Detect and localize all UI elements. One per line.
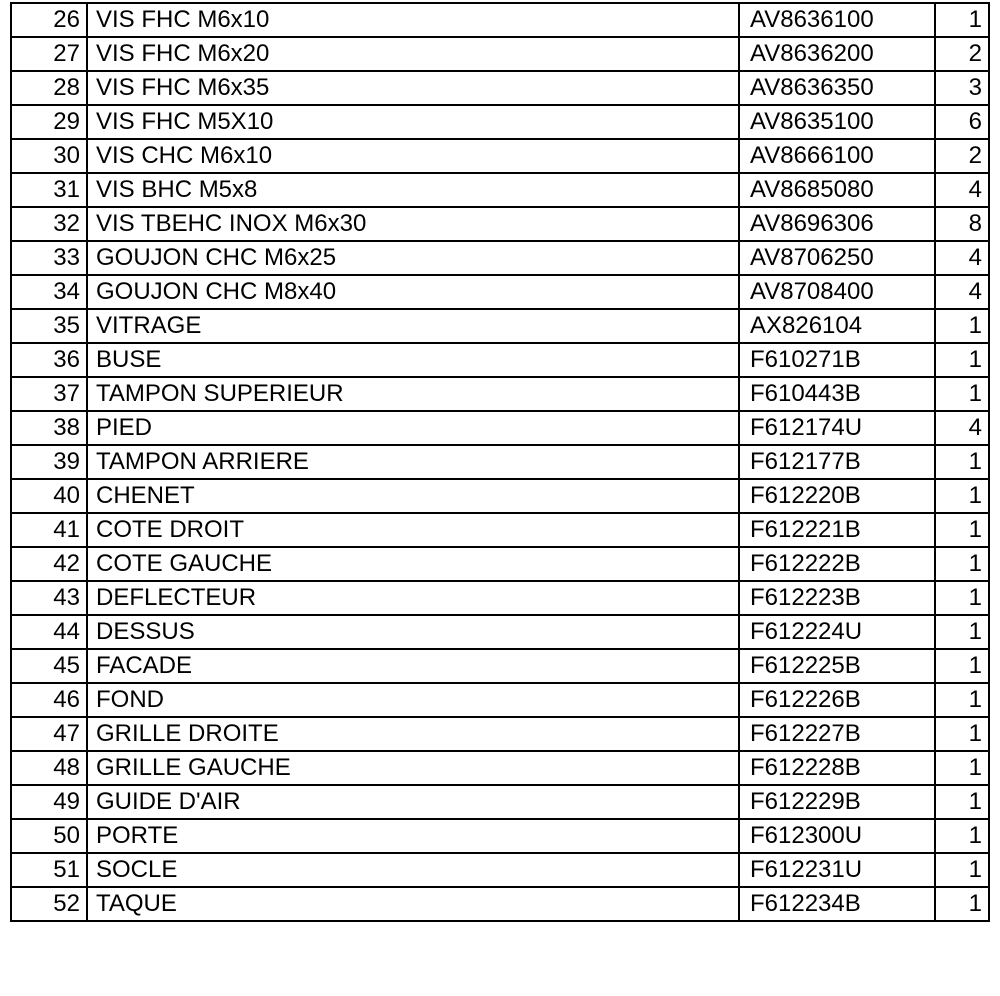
table-row [11, 241, 989, 275]
item-number: 32 [11, 207, 87, 241]
item-quantity: 1 [935, 717, 989, 751]
table-row [11, 683, 989, 717]
table-row [11, 343, 989, 377]
item-description: VIS FHC M6x35 [87, 71, 739, 105]
item-reference: AV8635100 [739, 105, 935, 139]
item-number: 48 [11, 751, 87, 785]
item-number: 40 [11, 479, 87, 513]
table-row [11, 853, 989, 887]
item-quantity: 1 [935, 683, 989, 717]
item-quantity: 4 [935, 173, 989, 207]
item-reference: F612231U [739, 853, 935, 887]
item-description: VIS CHC M6x10 [87, 139, 739, 173]
item-number: 38 [11, 411, 87, 445]
item-quantity: 1 [935, 853, 989, 887]
item-description: BUSE [87, 343, 739, 377]
item-description: VITRAGE [87, 309, 739, 343]
item-quantity: 1 [935, 513, 989, 547]
table-row [11, 649, 989, 683]
item-reference: F612177B [739, 445, 935, 479]
item-number: 45 [11, 649, 87, 683]
item-reference: F612234B [739, 887, 935, 921]
item-quantity: 1 [935, 887, 989, 921]
item-description: GRILLE GAUCHE [87, 751, 739, 785]
item-number: 29 [11, 105, 87, 139]
item-quantity: 4 [935, 241, 989, 275]
item-description: VIS FHC M6x10 [87, 3, 739, 37]
table-row [11, 887, 989, 921]
item-quantity: 1 [935, 615, 989, 649]
item-number: 37 [11, 377, 87, 411]
table-row [11, 615, 989, 649]
item-quantity: 1 [935, 785, 989, 819]
item-quantity: 2 [935, 37, 989, 71]
item-description: COTE DROIT [87, 513, 739, 547]
item-description: PORTE [87, 819, 739, 853]
item-quantity: 4 [935, 411, 989, 445]
item-description: DESSUS [87, 615, 739, 649]
item-reference: F612224U [739, 615, 935, 649]
item-number: 30 [11, 139, 87, 173]
item-quantity: 1 [935, 479, 989, 513]
item-reference: F612300U [739, 819, 935, 853]
item-description: CHENET [87, 479, 739, 513]
table-row [11, 717, 989, 751]
item-description: VIS BHC M5x8 [87, 173, 739, 207]
item-number: 27 [11, 37, 87, 71]
item-number: 49 [11, 785, 87, 819]
item-number: 36 [11, 343, 87, 377]
item-description: VIS TBEHC INOX M6x30 [87, 207, 739, 241]
item-description: SOCLE [87, 853, 739, 887]
item-description: FOND [87, 683, 739, 717]
table-row [11, 411, 989, 445]
table-row [11, 275, 989, 309]
table-row [11, 581, 989, 615]
item-quantity: 1 [935, 649, 989, 683]
item-description: GRILLE DROITE [87, 717, 739, 751]
item-reference: F612228B [739, 751, 935, 785]
item-reference: F612227B [739, 717, 935, 751]
table-row [11, 173, 989, 207]
table-row [11, 139, 989, 173]
item-reference: AV8636100 [739, 3, 935, 37]
item-reference: F612229B [739, 785, 935, 819]
table-row [11, 207, 989, 241]
item-description: VIS FHC M5X10 [87, 105, 739, 139]
item-reference: F612222B [739, 547, 935, 581]
item-reference: AV8685080 [739, 173, 935, 207]
item-description: COTE GAUCHE [87, 547, 739, 581]
item-number: 35 [11, 309, 87, 343]
item-number: 44 [11, 615, 87, 649]
table-row [11, 309, 989, 343]
item-description: PIED [87, 411, 739, 445]
item-description: TAMPON ARRIERE [87, 445, 739, 479]
item-reference: AV8666100 [739, 139, 935, 173]
table-row [11, 479, 989, 513]
item-number: 31 [11, 173, 87, 207]
item-reference: F612220B [739, 479, 935, 513]
item-number: 28 [11, 71, 87, 105]
table-row [11, 105, 989, 139]
table-row [11, 37, 989, 71]
item-number: 41 [11, 513, 87, 547]
item-description: GOUJON CHC M6x25 [87, 241, 739, 275]
item-quantity: 1 [935, 751, 989, 785]
item-description: FACADE [87, 649, 739, 683]
item-reference: F610271B [739, 343, 935, 377]
item-reference: AX826104 [739, 309, 935, 343]
parts-table [10, 2, 990, 922]
table-row [11, 377, 989, 411]
item-number: 52 [11, 887, 87, 921]
table-row [11, 547, 989, 581]
item-number: 42 [11, 547, 87, 581]
item-reference: AV8636350 [739, 71, 935, 105]
item-reference: F612221B [739, 513, 935, 547]
item-reference: F612226B [739, 683, 935, 717]
item-quantity: 1 [935, 581, 989, 615]
item-quantity: 1 [935, 377, 989, 411]
item-number: 26 [11, 3, 87, 37]
item-description: DEFLECTEUR [87, 581, 739, 615]
table-row [11, 71, 989, 105]
item-number: 46 [11, 683, 87, 717]
item-quantity: 1 [935, 343, 989, 377]
item-description: TAQUE [87, 887, 739, 921]
table-row [11, 513, 989, 547]
item-number: 51 [11, 853, 87, 887]
parts-table-body [11, 3, 989, 921]
item-quantity: 4 [935, 275, 989, 309]
item-number: 33 [11, 241, 87, 275]
table-row [11, 3, 989, 37]
item-reference: AV8708400 [739, 275, 935, 309]
item-quantity: 6 [935, 105, 989, 139]
item-number: 50 [11, 819, 87, 853]
table-row [11, 819, 989, 853]
item-number: 43 [11, 581, 87, 615]
item-reference: F610443B [739, 377, 935, 411]
item-reference: F612174U [739, 411, 935, 445]
item-description: TAMPON SUPERIEUR [87, 377, 739, 411]
item-quantity: 1 [935, 309, 989, 343]
table-row [11, 751, 989, 785]
item-description: VIS FHC M6x20 [87, 37, 739, 71]
item-reference: F612225B [739, 649, 935, 683]
table-row [11, 445, 989, 479]
item-description: GOUJON CHC M8x40 [87, 275, 739, 309]
item-reference: AV8636200 [739, 37, 935, 71]
item-number: 39 [11, 445, 87, 479]
item-number: 34 [11, 275, 87, 309]
item-reference: F612223B [739, 581, 935, 615]
item-quantity: 2 [935, 139, 989, 173]
table-row [11, 785, 989, 819]
item-quantity: 1 [935, 445, 989, 479]
item-quantity: 1 [935, 3, 989, 37]
item-reference: AV8696306 [739, 207, 935, 241]
item-quantity: 3 [935, 71, 989, 105]
item-number: 47 [11, 717, 87, 751]
item-quantity: 1 [935, 547, 989, 581]
item-quantity: 8 [935, 207, 989, 241]
item-description: GUIDE D'AIR [87, 785, 739, 819]
item-quantity: 1 [935, 819, 989, 853]
item-reference: AV8706250 [739, 241, 935, 275]
